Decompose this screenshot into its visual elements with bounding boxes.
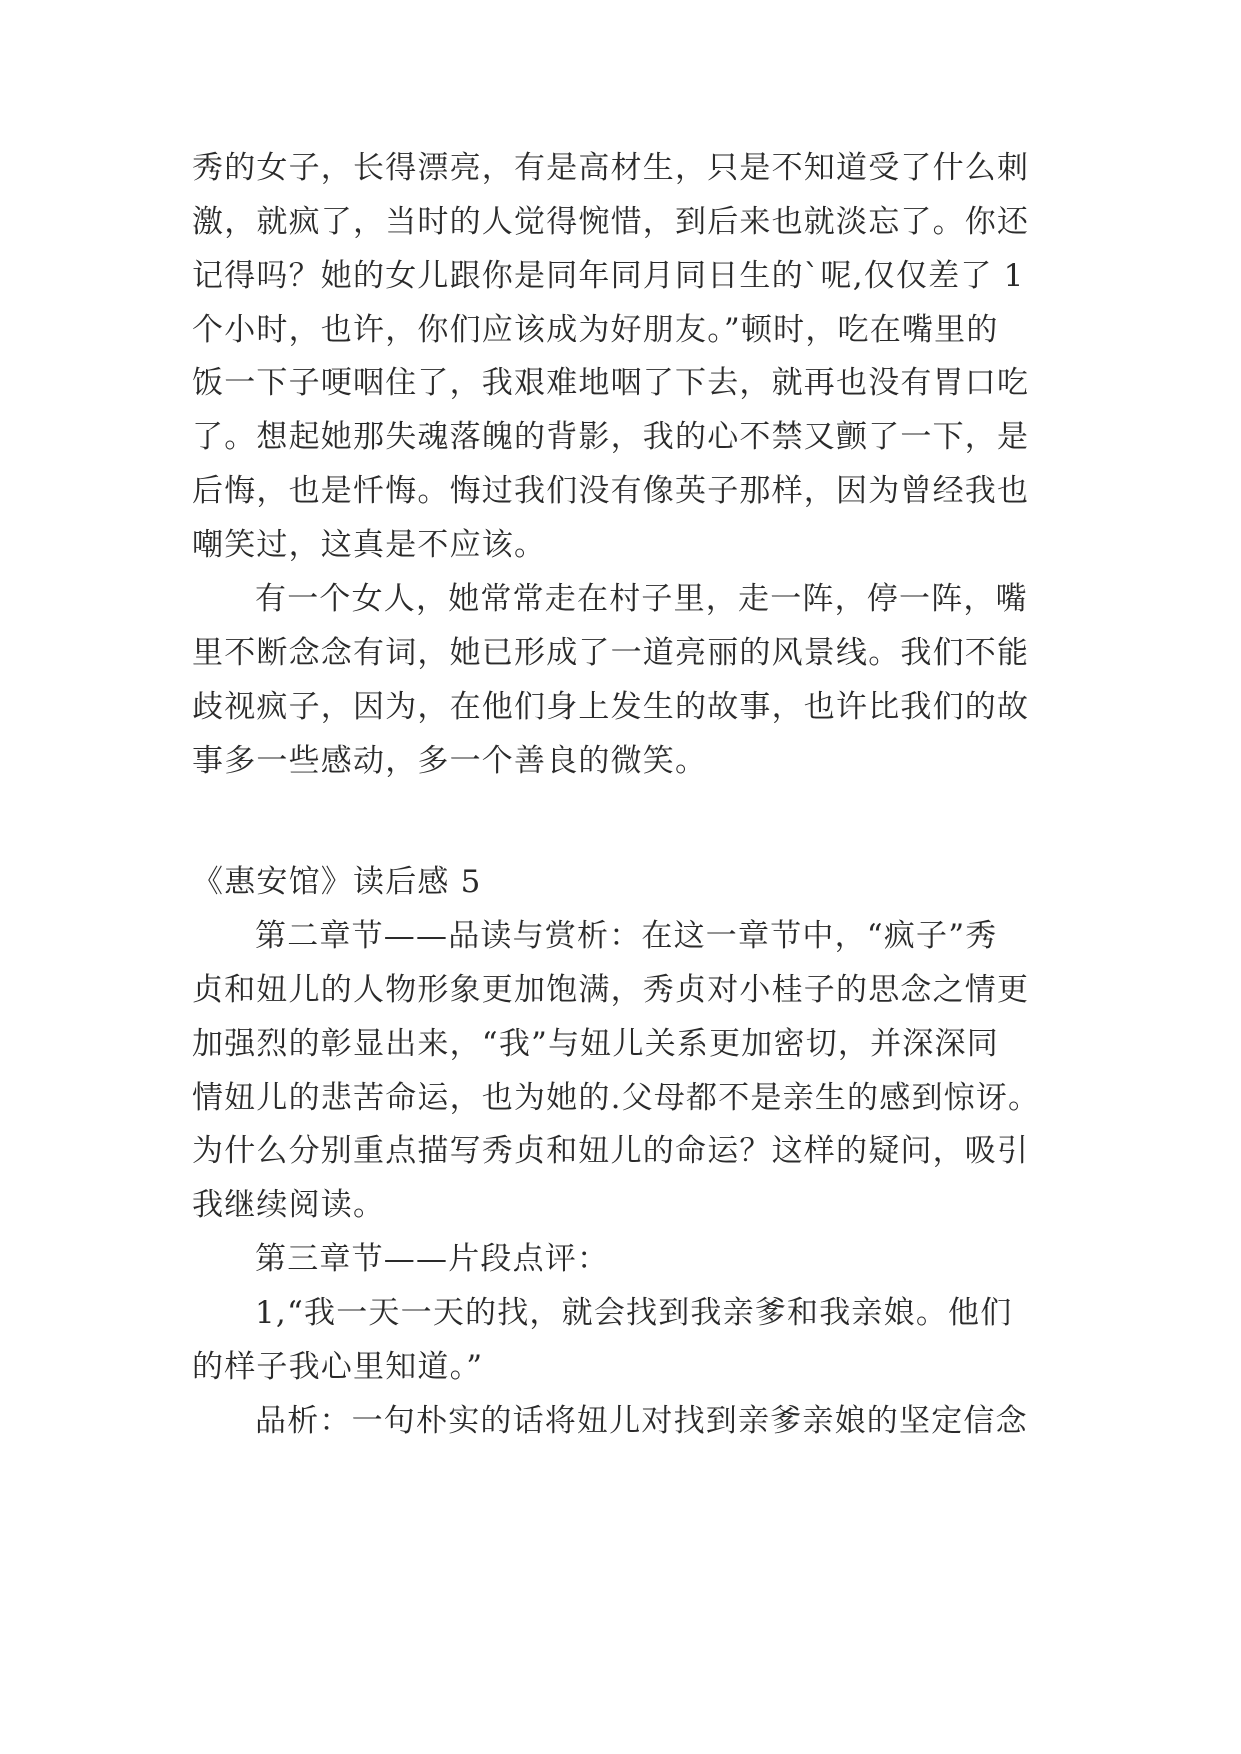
text-line: 了。想起她那失魂落魄的背影，我的心不禁又颤了一下，是	[192, 419, 1030, 455]
text-line: 情妞儿的悲苦命运，也为她的.父母都不是亲生的感到惊讶。	[192, 1080, 1041, 1116]
text-line: 1,“我一天一天的找，就会找到我亲爹和我亲娘。他们	[255, 1295, 1013, 1331]
text-line: 嘲笑过，这真是不应该。	[192, 527, 547, 563]
text-line: 激，就疯了，当时的人觉得惋惜，到后来也就淡忘了。你还	[192, 204, 1030, 240]
text-line: 为什么分别重点描写秀贞和妞儿的命运？这样的疑问，吸引	[192, 1133, 1030, 1169]
text-line: 第三章节——片段点评：	[255, 1241, 610, 1277]
section-title: 《惠安馆》读后感 5	[192, 864, 482, 900]
text-line: 第二章节——品读与赏析：在这一章节中，“疯子”秀	[255, 918, 998, 954]
text-line: 有一个女人，她常常走在村子里，走一阵，停一阵，嘴	[255, 581, 1028, 617]
text-line: 秀的女子，长得漂亮，有是高材生，只是不知道受了什么刺	[192, 150, 1030, 186]
text-line: 我继续阅读。	[192, 1187, 386, 1223]
text-line: 的样子我心里知道。”	[192, 1349, 484, 1385]
text-line: 事多一些感动，多一个善良的微笑。	[192, 743, 708, 779]
text-line: 里不断念念有词，她已形成了一道亮丽的风景线。我们不能	[192, 635, 1030, 671]
text-line: 歧视疯子，因为，在他们身上发生的故事，也许比我们的故	[192, 689, 1030, 725]
text-line: 个小时，也许，你们应该成为好朋友。”顿时，吃在嘴里的	[192, 312, 999, 348]
text-line: 加强烈的彰显出来，“我”与妞儿关系更加密切，并深深同	[192, 1026, 999, 1062]
text-line: 记得吗？她的女儿跟你是同年同月同日生的`呢,仅仅差了 1	[192, 258, 1025, 294]
text-line: 品析：一句朴实的话将妞儿对找到亲爹亲娘的坚定信念	[255, 1403, 1028, 1439]
text-line: 饭一下子哽咽住了，我艰难地咽了下去，就再也没有胃口吃	[192, 365, 1030, 401]
text-line: 贞和妞儿的人物形象更加饱满，秀贞对小桂子的思念之情更	[192, 972, 1030, 1008]
text-line: 后悔，也是忏悔。悔过我们没有像英子那样，因为曾经我也	[192, 473, 1030, 509]
